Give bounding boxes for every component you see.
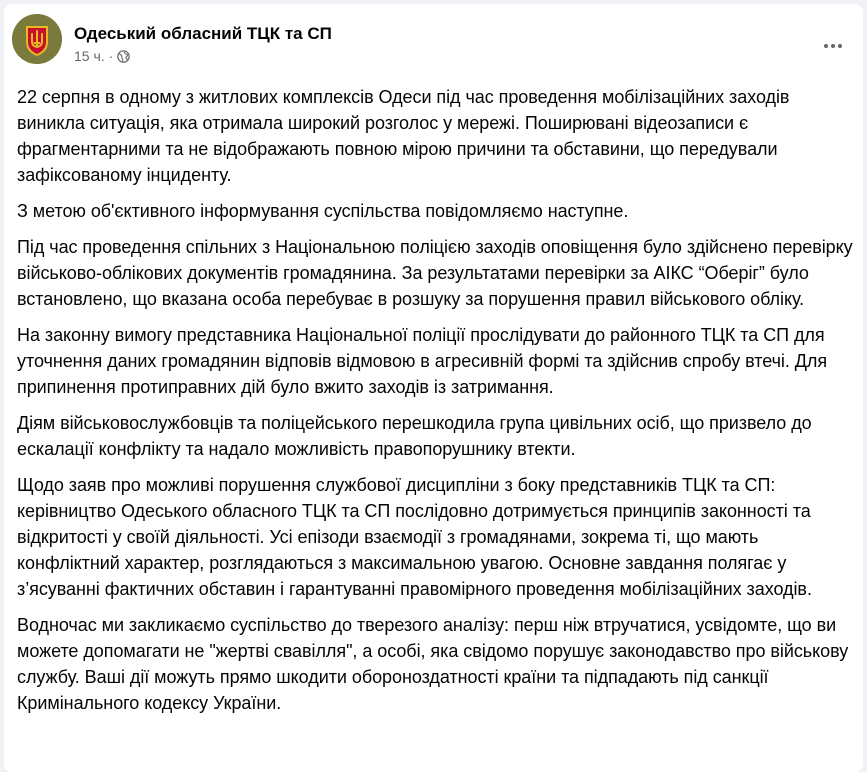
post-time[interactable]: 15 ч. [74,48,105,64]
more-options-icon [824,44,828,48]
post-card [4,4,863,772]
post-paragraph: Щодо заяв про можливі порушення службової дисципліни з боку представників ТЦК та СП: керівництво Одеського обласного ТЦК та СП послідовно дотримується принципів законності та відкритості у своїй діяльності. Усі епізоди взаємодії з громадянами, зокрема ті, що мають конфліктний характер, розглядаються з максимальною увагою. Основне завдання полягає у з’ясуванні фактичних обставин і гарантуванні правомірного проведення мобілізаційних заходів. [17,475,812,599]
meta-separator: · [108,48,114,64]
post-paragraph: Діям військовослужбовців та поліцейського перешкодила група цивільних осіб, що призвело до ескалації конфлікту та надало можливість правопорушнику втекти. [17,413,812,459]
post-header [12,14,855,70]
post-paragraph: На законну вимогу представника Національної поліції прослідувати до районного ТЦК та СП для уточнення даних громадянин відповів відмовою в агресивній формі та здійснив спробу втечі. Для припинення протиправних дій було вжито заходів із затримання. [17,325,828,397]
more-options-button[interactable] [815,36,851,56]
post-paragraph: Під час проведення спільних з Національною поліцією заходів оповіщення було здійснено перевірку військово-облікових документів громадянина. За результатами перевірки за АІКС “Оберіг” було встановлено, що вказана особа перебуває в розшуку за порушення правил військового обліку. [17,237,853,309]
more-options-dot [831,44,835,48]
post-paragraph: 22 серпня в одному з житлових комплексів Одеси під час проведення мобілізаційних заходів виникла ситуація, яка отримала широкий розголос у мережі. Поширювані відеозаписи є фрагментарними та не відображають повною мірою причини та обставини, що передували зафіксованому інциденту. [17,87,790,185]
more-options-dot [838,44,842,48]
avatar[interactable] [12,14,62,64]
trident-emblem-icon [12,14,62,64]
post-body [17,84,857,726]
globe-icon[interactable] [117,50,130,63]
post-paragraph: З метою об'єктивного інформування суспільства повідомляємо наступне. [17,201,629,221]
post-author[interactable]: Одеський обласний ТЦК та СП [74,24,332,43]
post-meta [74,48,130,64]
post-paragraph: Водночас ми закликаємо суспільство до тверезого аналізу: перш ніж втручатися, усвідомте, що ви можете допомагати не "жертві свавілля", а особі, яка свідомо порушує законодавство про військову службу. Ваші дії можуть прямо шкодити обороноздатності країни та підпадають під санкції Кримінального кодексу України. [17,615,849,713]
